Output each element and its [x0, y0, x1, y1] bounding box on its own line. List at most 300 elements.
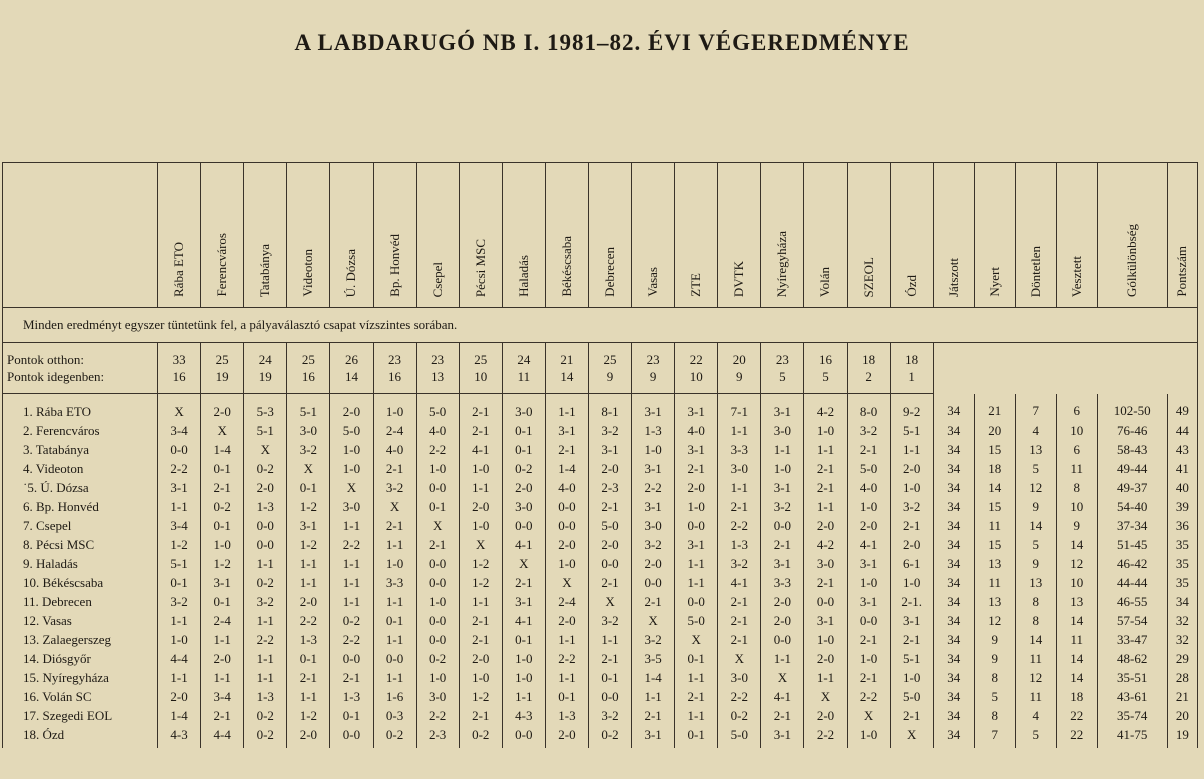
- away-points: 16: [388, 369, 402, 384]
- result-cell: 2-1: [804, 478, 847, 497]
- stat-cell: 34: [933, 459, 974, 478]
- result-cell: 2-2: [632, 478, 675, 497]
- result-cell: 0-0: [588, 554, 631, 573]
- stat-cell: 15: [974, 535, 1015, 554]
- result-cell: X: [244, 440, 287, 459]
- result-cell: 2-1: [545, 440, 588, 459]
- result-cell: 2-2: [244, 630, 287, 649]
- stat-cell: 22: [1056, 706, 1097, 725]
- column-header-label: Bp. Honvéd: [386, 234, 402, 297]
- column-header-label: Videoton: [300, 249, 316, 297]
- result-cell: 1-1: [632, 687, 675, 706]
- result-cell: 1-1: [890, 440, 933, 459]
- result-cell: 3-1: [632, 725, 675, 748]
- result-cell: 2-0: [330, 394, 373, 422]
- stat-cell: 7: [1015, 394, 1056, 422]
- result-cell: 1-1: [244, 554, 287, 573]
- stat-cell: 20: [1167, 706, 1197, 725]
- stat-cell: 34: [933, 516, 974, 535]
- result-cell: 3-0: [287, 421, 330, 440]
- result-cell: 2-0: [588, 459, 631, 478]
- stat-cell: 46-55: [1097, 592, 1167, 611]
- away-points: 1: [908, 369, 915, 384]
- stat-cell: 32: [1167, 611, 1197, 630]
- stat-cell: 57-54: [1097, 611, 1167, 630]
- column-header-label: DVTK: [731, 260, 747, 297]
- stat-cell: 5: [1015, 725, 1056, 748]
- stat-cell: 35: [1167, 535, 1197, 554]
- result-cell: 3-2: [632, 630, 675, 649]
- result-cell: 1-1: [675, 573, 718, 592]
- stat-cell: 10: [1056, 421, 1097, 440]
- result-cell: X: [201, 421, 244, 440]
- home-points: 25: [474, 352, 488, 367]
- result-cell: 0-0: [545, 516, 588, 535]
- result-cell: 2-2: [718, 687, 761, 706]
- column-header-label: Haladás: [515, 255, 531, 297]
- column-header: [287, 163, 330, 308]
- result-cell: 4-0: [416, 421, 459, 440]
- column-header: [974, 163, 1015, 308]
- result-cell: 2-0: [287, 725, 330, 748]
- team-name: 6. Bp. Honvéd: [3, 497, 158, 516]
- column-header: [890, 163, 933, 308]
- result-cell: 2-1: [416, 535, 459, 554]
- column-header: [158, 163, 201, 308]
- stat-cell: 48-62: [1097, 649, 1167, 668]
- column-header: [588, 163, 631, 308]
- result-cell: 1-1: [804, 497, 847, 516]
- table-row: [3, 725, 1198, 748]
- result-cell: 4-0: [545, 478, 588, 497]
- result-cell: 5-0: [847, 459, 890, 478]
- home-points: 24: [517, 352, 531, 367]
- points-cell: [847, 343, 890, 394]
- result-cell: 2-0: [588, 535, 631, 554]
- stat-cell: 5: [974, 687, 1015, 706]
- result-cell: 1-0: [890, 573, 933, 592]
- result-cell: 4-0: [847, 478, 890, 497]
- result-cell: 7-1: [718, 394, 761, 422]
- points-cell: [675, 343, 718, 394]
- stat-cell: 8: [1015, 611, 1056, 630]
- table-row: [3, 516, 1198, 535]
- stat-cell: 8: [1056, 478, 1097, 497]
- result-cell: 0-0: [416, 554, 459, 573]
- result-cell: 1-0: [545, 554, 588, 573]
- result-cell: 1-0: [201, 535, 244, 554]
- result-cell: 0-0: [632, 573, 675, 592]
- result-cell: 2-1: [632, 706, 675, 725]
- home-points: 20: [732, 352, 746, 367]
- stat-cell: 34: [933, 630, 974, 649]
- result-cell: 1-0: [416, 459, 459, 478]
- result-cell: 1-6: [373, 687, 416, 706]
- stat-cell: 5: [1015, 535, 1056, 554]
- table-row: [3, 478, 1198, 497]
- result-cell: 3-1: [502, 592, 545, 611]
- away-points: 16: [172, 369, 186, 384]
- result-cell: 6-1: [890, 554, 933, 573]
- result-cell: 0-1: [416, 497, 459, 516]
- result-cell: 1-1: [287, 687, 330, 706]
- result-cell: 2-1: [675, 459, 718, 478]
- result-cell: 1-0: [158, 630, 201, 649]
- result-cell: 8-1: [588, 394, 631, 422]
- stat-cell: 49: [1167, 394, 1197, 422]
- result-cell: 3-1: [632, 394, 675, 422]
- result-cell: 1-1: [201, 668, 244, 687]
- result-cell: 0-2: [588, 725, 631, 748]
- stat-cell: 35-74: [1097, 706, 1167, 725]
- result-cell: 5-3: [244, 394, 287, 422]
- result-cell: 2-1: [201, 478, 244, 497]
- result-cell: 2-1: [847, 440, 890, 459]
- stat-cell: 22: [1056, 725, 1097, 748]
- result-cell: X: [847, 706, 890, 725]
- result-cell: 1-1: [502, 687, 545, 706]
- result-cell: 1-1: [287, 554, 330, 573]
- result-cell: 2-0: [632, 554, 675, 573]
- stat-cell: 43-61: [1097, 687, 1167, 706]
- away-points: 14: [560, 369, 574, 384]
- result-cell: 1-0: [502, 668, 545, 687]
- result-cell: 3-4: [158, 516, 201, 535]
- result-cell: 1-2: [459, 554, 502, 573]
- result-cell: 1-1: [761, 649, 804, 668]
- result-cell: 1-1: [158, 497, 201, 516]
- away-points: 9: [606, 369, 614, 384]
- result-cell: 3-4: [158, 421, 201, 440]
- result-cell: 1-1: [244, 611, 287, 630]
- result-cell: 2-1: [718, 630, 761, 649]
- result-cell: 1-0: [416, 592, 459, 611]
- result-cell: 4-1: [761, 687, 804, 706]
- result-cell: 2-1: [373, 459, 416, 478]
- result-cell: 3-1: [761, 725, 804, 748]
- team-name: 4. Videoton: [3, 459, 158, 478]
- column-header-label: Döntetlen: [1027, 245, 1043, 297]
- result-cell: 0-0: [330, 649, 373, 668]
- column-header-label: Ferencváros: [214, 233, 230, 297]
- result-cell: 0-1: [502, 440, 545, 459]
- result-cell: 2-0: [244, 478, 287, 497]
- stat-cell: 11: [974, 573, 1015, 592]
- result-cell: 1-2: [287, 535, 330, 554]
- result-cell: 3-1: [632, 497, 675, 516]
- result-cell: 4-1: [847, 535, 890, 554]
- stat-cell: 40: [1167, 478, 1197, 497]
- corner-cell: [3, 163, 158, 308]
- result-cell: 2-1: [847, 630, 890, 649]
- result-cell: 2-0: [545, 535, 588, 554]
- result-cell: X: [761, 668, 804, 687]
- result-cell: 3-0: [718, 668, 761, 687]
- result-cell: X: [632, 611, 675, 630]
- result-cell: 1-1: [330, 573, 373, 592]
- result-cell: 1-0: [330, 459, 373, 478]
- stat-cell: 6: [1056, 440, 1097, 459]
- team-name: 16. Volán SC: [3, 687, 158, 706]
- column-header: [459, 163, 502, 308]
- column-header-label: Nyíregyháza: [774, 230, 790, 297]
- result-cell: 1-3: [545, 706, 588, 725]
- column-header: [632, 163, 675, 308]
- result-cell: 1-1: [675, 706, 718, 725]
- result-cell: 2-2: [718, 516, 761, 535]
- result-cell: 1-4: [545, 459, 588, 478]
- stat-cell: 7: [974, 725, 1015, 748]
- result-cell: 1-0: [632, 440, 675, 459]
- result-cell: 3-2: [373, 478, 416, 497]
- result-cell: 2-0: [890, 535, 933, 554]
- team-name: 13. Zalaegerszeg: [3, 630, 158, 649]
- team-name: 8. Pécsi MSC: [3, 535, 158, 554]
- result-cell: 3-1: [761, 478, 804, 497]
- result-cell: 3-1: [804, 611, 847, 630]
- column-header: [244, 163, 287, 308]
- result-cell: 3-2: [588, 421, 631, 440]
- stat-cell: 34: [1167, 592, 1197, 611]
- column-header: [675, 163, 718, 308]
- home-points: 23: [646, 352, 660, 367]
- result-cell: 2-1.: [890, 592, 933, 611]
- result-cell: 2-1: [847, 668, 890, 687]
- result-cell: 0-2: [373, 725, 416, 748]
- result-cell: 4-4: [201, 725, 244, 748]
- result-cell: 2-1: [804, 573, 847, 592]
- result-cell: 1-1: [330, 592, 373, 611]
- stat-cell: 14: [1056, 611, 1097, 630]
- stat-cell: 49-37: [1097, 478, 1167, 497]
- home-points: 23: [431, 352, 445, 367]
- home-label: Pontok otthon:: [7, 352, 84, 367]
- stat-cell: 15: [974, 497, 1015, 516]
- result-cell: 0-1: [201, 592, 244, 611]
- home-points: 23: [388, 352, 402, 367]
- home-points: 16: [818, 352, 832, 367]
- points-row: [3, 343, 1198, 394]
- stat-cell: 28: [1167, 668, 1197, 687]
- result-cell: 0-0: [502, 725, 545, 748]
- result-cell: 0-1: [201, 516, 244, 535]
- column-header-label: Pécsi MSC: [472, 238, 488, 297]
- result-cell: 1-2: [201, 554, 244, 573]
- stat-cell: 12: [1015, 478, 1056, 497]
- result-cell: 2-4: [201, 611, 244, 630]
- result-cell: 1-0: [330, 440, 373, 459]
- result-cell: 1-0: [459, 668, 502, 687]
- result-cell: 2-1: [890, 516, 933, 535]
- result-cell: 0-1: [373, 611, 416, 630]
- points-cell: [545, 343, 588, 394]
- points-cell: [890, 343, 933, 394]
- result-cell: 1-1: [761, 440, 804, 459]
- result-cell: X: [416, 516, 459, 535]
- result-cell: 5-1: [890, 649, 933, 668]
- column-header-label: Békéscsaba: [558, 236, 574, 297]
- stat-cell: 6: [1056, 394, 1097, 422]
- points-cell: [158, 343, 201, 394]
- away-points: 19: [258, 369, 272, 384]
- stat-cell: 35-51: [1097, 668, 1167, 687]
- stat-cell: 9: [1015, 554, 1056, 573]
- points-cell: [502, 343, 545, 394]
- result-cell: 3-2: [847, 421, 890, 440]
- result-cell: 0-2: [502, 459, 545, 478]
- points-cell: [761, 343, 804, 394]
- result-cell: 3-5: [632, 649, 675, 668]
- away-points: 5: [779, 369, 786, 384]
- result-cell: 3-1: [632, 459, 675, 478]
- result-cell: 0-0: [502, 516, 545, 535]
- result-cell: 3-2: [761, 497, 804, 516]
- result-cell: 2-0: [761, 592, 804, 611]
- stat-cell: 14: [1056, 535, 1097, 554]
- result-cell: 1-1: [545, 394, 588, 422]
- result-cell: 2-0: [761, 611, 804, 630]
- result-cell: 1-0: [847, 573, 890, 592]
- column-header: [1056, 163, 1097, 308]
- result-cell: 3-1: [287, 516, 330, 535]
- result-cell: X: [158, 394, 201, 422]
- stat-cell: 34: [933, 440, 974, 459]
- result-cell: 3-2: [287, 440, 330, 459]
- result-cell: 1-0: [890, 668, 933, 687]
- away-points: 10: [689, 369, 703, 384]
- stat-cell: 8: [974, 668, 1015, 687]
- result-cell: 0-0: [761, 630, 804, 649]
- result-cell: 2-1: [632, 592, 675, 611]
- result-cell: 0-0: [416, 630, 459, 649]
- stat-cell: 46-42: [1097, 554, 1167, 573]
- result-cell: 1-1: [718, 478, 761, 497]
- result-cell: 4-2: [804, 535, 847, 554]
- result-cell: 5-1: [890, 421, 933, 440]
- result-cell: 0-2: [718, 706, 761, 725]
- result-cell: 3-1: [201, 573, 244, 592]
- stat-cell: 9: [1056, 516, 1097, 535]
- result-cell: X: [373, 497, 416, 516]
- result-cell: 2-2: [804, 725, 847, 748]
- stat-cell: 34: [933, 649, 974, 668]
- column-header-label: Ózd: [903, 275, 919, 297]
- result-cell: 0-0: [330, 725, 373, 748]
- result-cell: 1-3: [287, 630, 330, 649]
- result-cell: 0-1: [675, 649, 718, 668]
- points-cell: [588, 343, 631, 394]
- stat-cell: 13: [1015, 573, 1056, 592]
- result-cell: 2-1: [761, 706, 804, 725]
- result-cell: 0-1: [588, 668, 631, 687]
- result-cell: 2-0: [545, 725, 588, 748]
- result-cell: 1-2: [459, 687, 502, 706]
- result-cell: 1-1: [158, 611, 201, 630]
- result-cell: 2-0: [545, 611, 588, 630]
- result-cell: 3-1: [158, 478, 201, 497]
- result-cell: 3-0: [761, 421, 804, 440]
- result-cell: 1-2: [459, 573, 502, 592]
- column-header-label: Vasas: [645, 267, 661, 297]
- result-cell: 1-1: [545, 630, 588, 649]
- column-header-label: Debrecen: [602, 247, 618, 297]
- stat-cell: 34: [933, 497, 974, 516]
- column-header: [1015, 163, 1056, 308]
- team-name: 18. Ózd: [3, 725, 158, 748]
- stat-cell: 14: [1015, 630, 1056, 649]
- result-cell: 2-2: [330, 630, 373, 649]
- result-cell: 5-0: [416, 394, 459, 422]
- stat-cell: 34: [933, 725, 974, 748]
- away-label: Pontok idegenben:: [7, 369, 105, 384]
- stat-cell: 15: [974, 440, 1015, 459]
- points-cell: [330, 343, 373, 394]
- result-cell: 4-3: [158, 725, 201, 748]
- result-cell: 1-0: [804, 421, 847, 440]
- points-labels: [3, 343, 158, 394]
- stat-cell: 34: [933, 421, 974, 440]
- result-cell: 3-2: [588, 706, 631, 725]
- result-cell: 0-1: [330, 706, 373, 725]
- stat-cell: 9: [974, 630, 1015, 649]
- result-cell: 2-1: [761, 535, 804, 554]
- column-header-label: Vesztett: [1068, 255, 1084, 297]
- result-cell: 0-2: [244, 725, 287, 748]
- result-cell: 4-4: [158, 649, 201, 668]
- result-cell: 3-1: [588, 440, 631, 459]
- stat-cell: 11: [1015, 687, 1056, 706]
- stat-cell: 8: [1015, 592, 1056, 611]
- result-cell: 0-0: [804, 592, 847, 611]
- stat-cell: 43: [1167, 440, 1197, 459]
- team-name: 12. Vasas: [3, 611, 158, 630]
- column-header: [502, 163, 545, 308]
- stat-cell: 76-46: [1097, 421, 1167, 440]
- points-cell: [416, 343, 459, 394]
- result-cell: 5-0: [890, 687, 933, 706]
- standings-table: [2, 162, 1198, 748]
- team-name: 9. Haladás: [3, 554, 158, 573]
- result-cell: 1-0: [847, 497, 890, 516]
- result-cell: 0-0: [675, 516, 718, 535]
- result-cell: 1-1: [545, 668, 588, 687]
- result-cell: 0-0: [545, 497, 588, 516]
- result-cell: 1-1: [287, 573, 330, 592]
- stat-cell: 12: [974, 611, 1015, 630]
- result-cell: 3-0: [330, 497, 373, 516]
- result-cell: 3-1: [847, 592, 890, 611]
- result-cell: 1-1: [675, 668, 718, 687]
- stat-cell: 35: [1167, 554, 1197, 573]
- result-cell: 2-2: [847, 687, 890, 706]
- result-cell: 1-2: [287, 497, 330, 516]
- result-cell: 5-0: [675, 611, 718, 630]
- result-cell: 2-2: [330, 535, 373, 554]
- result-cell: 3-3: [761, 573, 804, 592]
- away-points: 9: [736, 369, 743, 384]
- stat-cell: 13: [1015, 440, 1056, 459]
- home-points: 21: [560, 352, 574, 367]
- result-cell: 0-3: [373, 706, 416, 725]
- result-cell: 2-1: [718, 592, 761, 611]
- result-cell: 2-1: [459, 421, 502, 440]
- result-cell: 2-0: [201, 649, 244, 668]
- home-points: 18: [905, 352, 919, 367]
- column-header-label: Tatabánya: [257, 243, 273, 297]
- stat-cell: 4: [1015, 421, 1056, 440]
- note-row: [3, 308, 1198, 343]
- table-row: [3, 687, 1198, 706]
